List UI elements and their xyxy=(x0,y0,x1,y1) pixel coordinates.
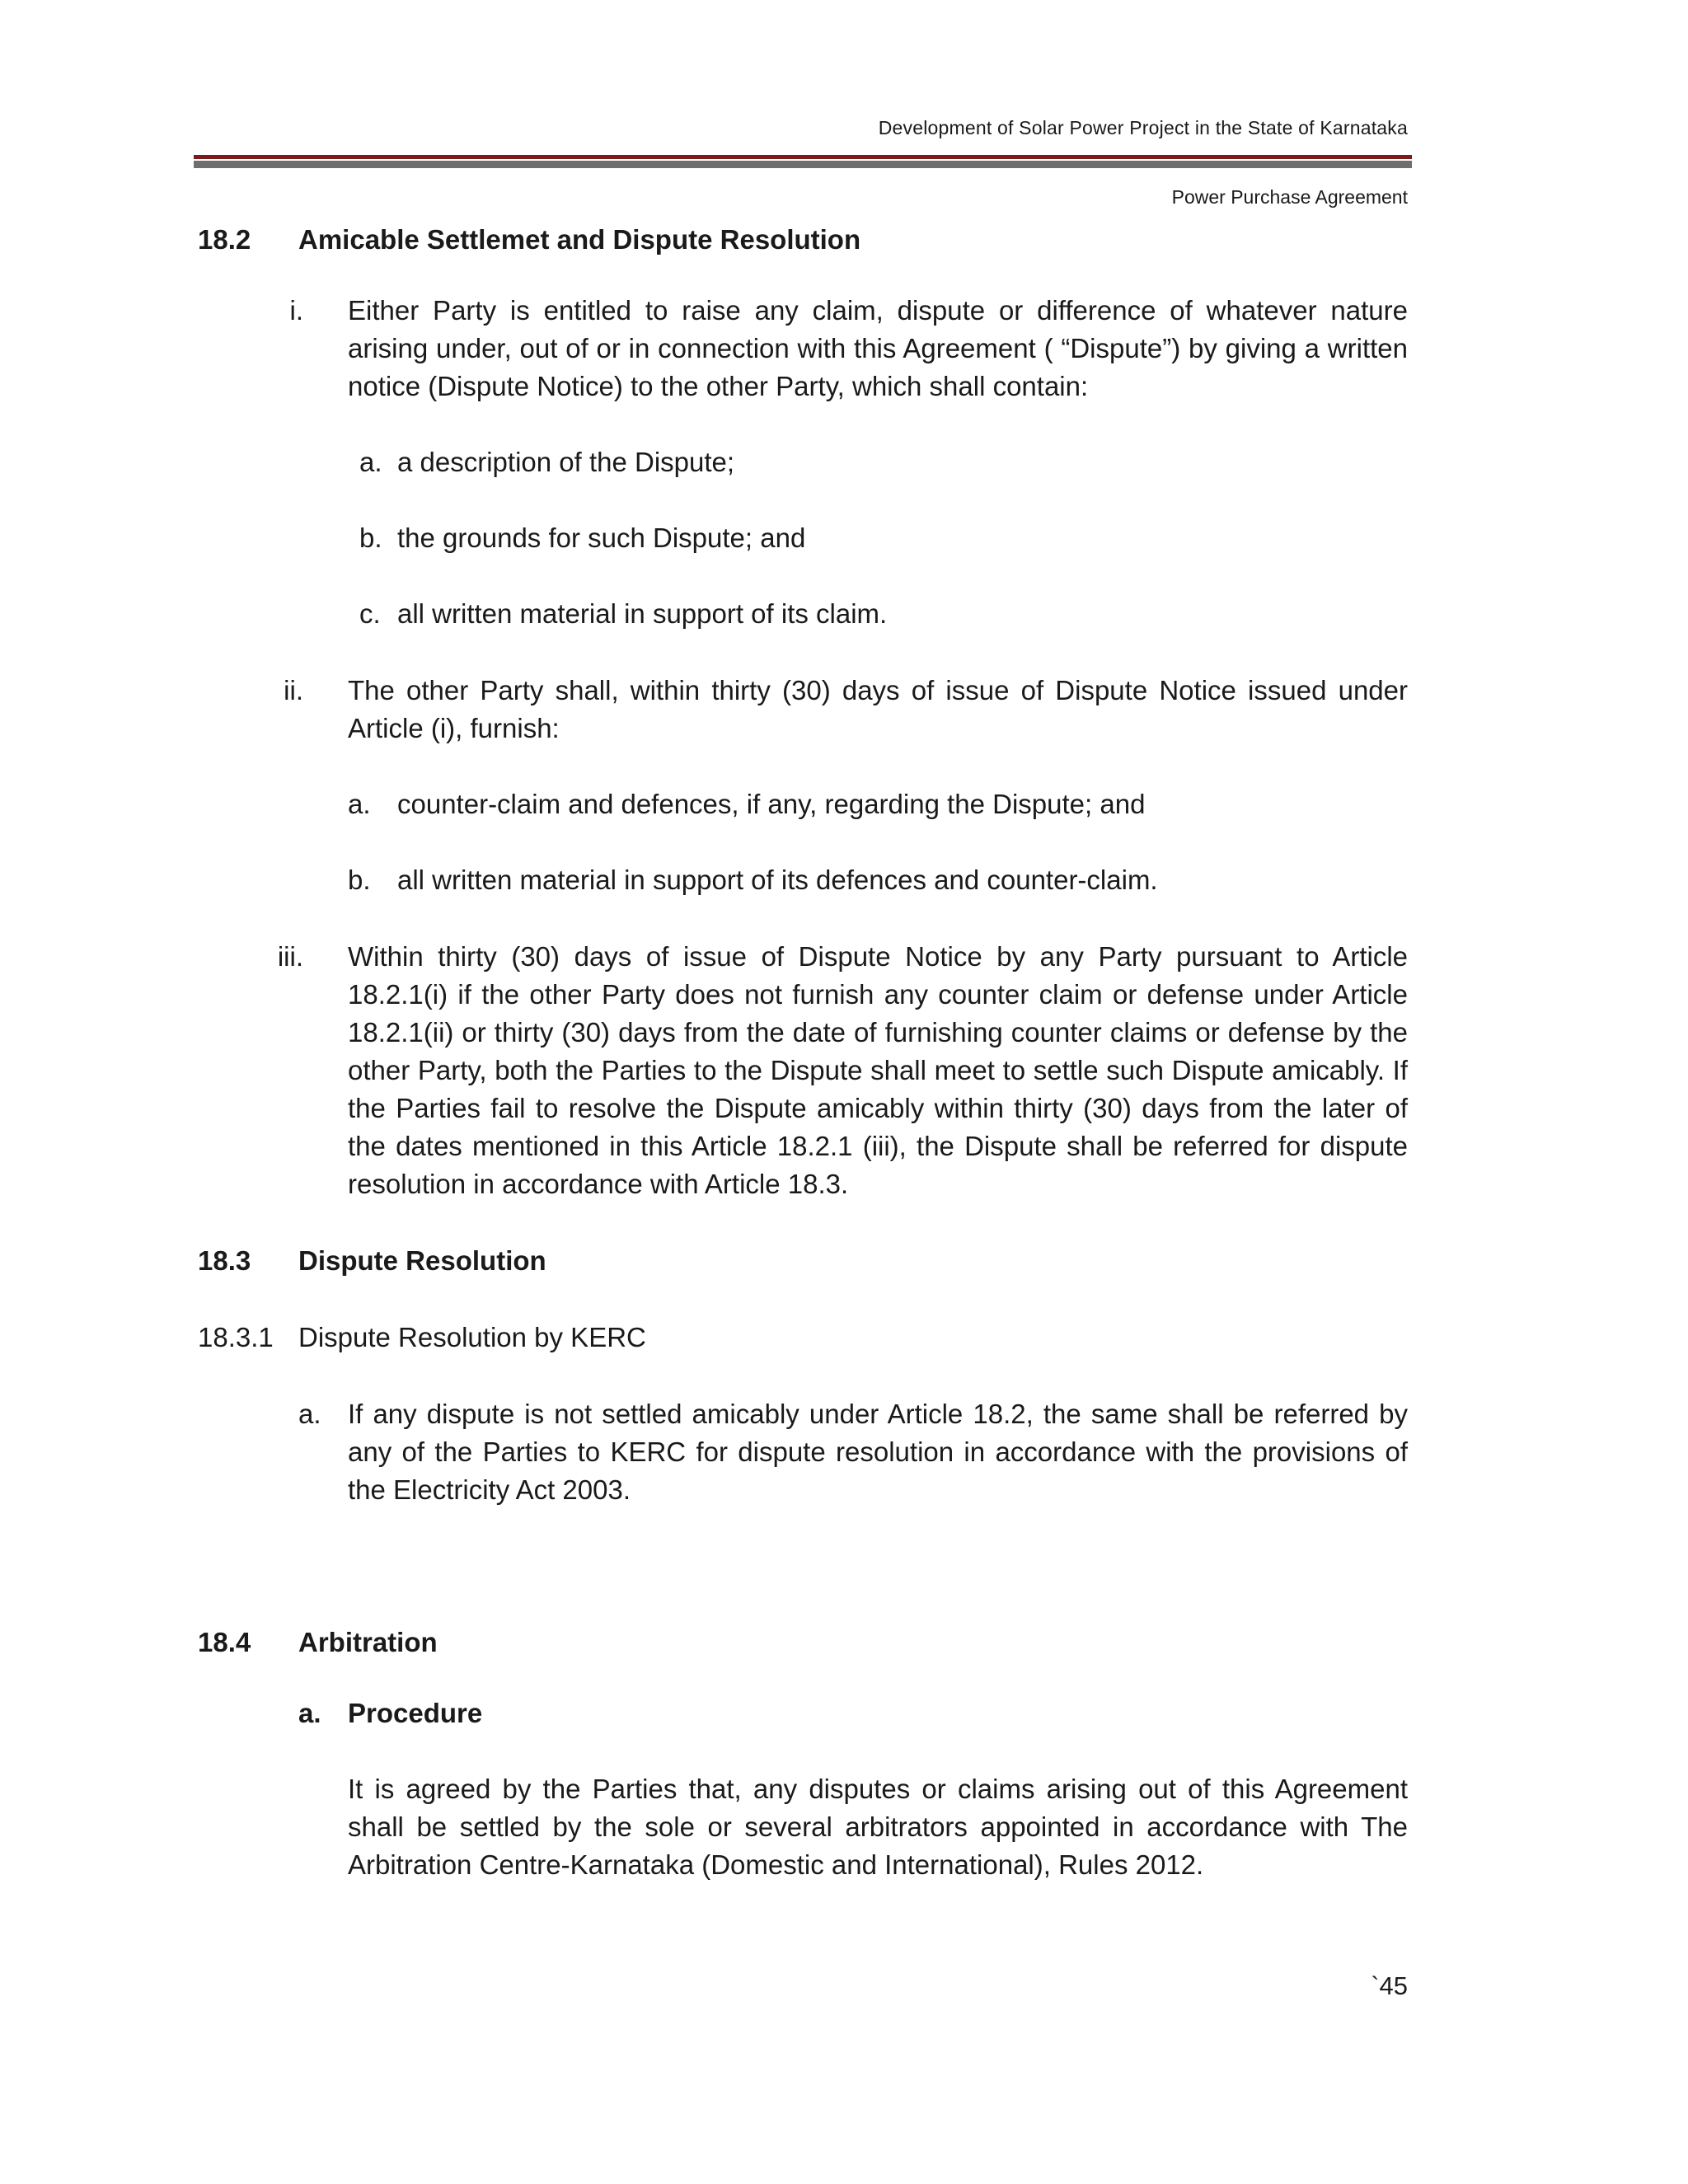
clause-title-procedure: Procedure xyxy=(348,1698,483,1728)
page-number: `45 xyxy=(1371,1971,1408,2000)
subsection-number-18-3-1: 18.3.1 xyxy=(198,1322,274,1352)
item-number-ii: ii. xyxy=(284,675,303,705)
header-subtitle: Power Purchase Agreement xyxy=(1171,186,1408,208)
item-text-i: Either Party is entitled to raise any claim, dispute or difference of whatever nature arising under, out of or in connection with this Agreement ( “Dispute”) by giving a written notice (Dispute Notice) to the other Party, which shall contain: xyxy=(348,295,1408,401)
item-text-ii: The other Party shall, within thirty (30) days of issue of Dispute Notice issued under Article (i), furnish: xyxy=(348,675,1408,743)
section-title-18-3: Dispute Resolution xyxy=(298,1245,546,1276)
section-title-18-2: Amicable Settlemet and Dispute Resolution xyxy=(298,224,861,255)
clause-letter-18-3-1-a: a. xyxy=(298,1399,321,1429)
item-number-i: i. xyxy=(289,295,303,326)
clause-text-18-3-1-a: If any dispute is not settled amicably under Article 18.2, the same shall be referred by any of the Parties to KERC for dispute resolution in accordance with the provisions of the Electricity Act 2003. xyxy=(348,1399,1408,1505)
item-number-iii: iii. xyxy=(277,941,303,972)
subitem-letter-ii-a: a. xyxy=(348,789,371,819)
subitem-letter-i-c: c. xyxy=(359,598,381,629)
clause-letter-18-4-a: a. xyxy=(298,1698,321,1728)
subitem-text-ii-b: all written material in support of its defences and counter-claim. xyxy=(397,865,1158,895)
header-rule-grey xyxy=(194,161,1412,168)
subitem-text-i-c: all written material in support of its claim. xyxy=(397,598,888,629)
subitem-letter-ii-b: b. xyxy=(348,865,371,895)
header-rule-red xyxy=(194,155,1412,159)
subitem-letter-i-b: b. xyxy=(359,523,382,553)
subitem-text-i-a: a description of the Dispute; xyxy=(397,447,735,477)
subsection-title-18-3-1: Dispute Resolution by KERC xyxy=(298,1322,646,1352)
subitem-text-ii-a: counter-claim and defences, if any, regarding the Dispute; and xyxy=(397,789,1146,819)
subitem-letter-i-a: a. xyxy=(359,447,382,477)
section-number-18-3: 18.3 xyxy=(198,1245,251,1276)
section-number-18-2: 18.2 xyxy=(198,224,251,255)
subitem-text-i-b: the grounds for such Dispute; and xyxy=(397,523,806,553)
section-title-18-4: Arbitration xyxy=(298,1627,438,1657)
clause-text-procedure: It is agreed by the Parties that, any disputes or claims arising out of this Agreement shall be settled by the sole or several arbitrators appointed in accordance with The Arbitration Centre-Karnataka (Domestic and International), Rules 2012. xyxy=(348,1774,1408,1880)
section-number-18-4: 18.4 xyxy=(198,1627,251,1657)
header-title: Development of Solar Power Project in the State of Karnataka xyxy=(878,117,1408,138)
item-text-iii: Within thirty (30) days of issue of Dispute Notice by any Party pursuant to Article 18.2.1(i) if the other Party does not furnish any counter claim or defense under Article 18.2.1(ii) or thirty (30) days from the date of furnishing counter claims or defense by the other Party, both the Parties to the Dispute shall meet to settle such Dispute amicably. If the Parties fail to resolve the Dispute amicably within thirty (30) days from the later of the dates mentioned in this Article 18.2.1 (iii), the Dispute shall be referred for dispute resolution in accordance with Article 18.3. xyxy=(348,941,1408,1199)
